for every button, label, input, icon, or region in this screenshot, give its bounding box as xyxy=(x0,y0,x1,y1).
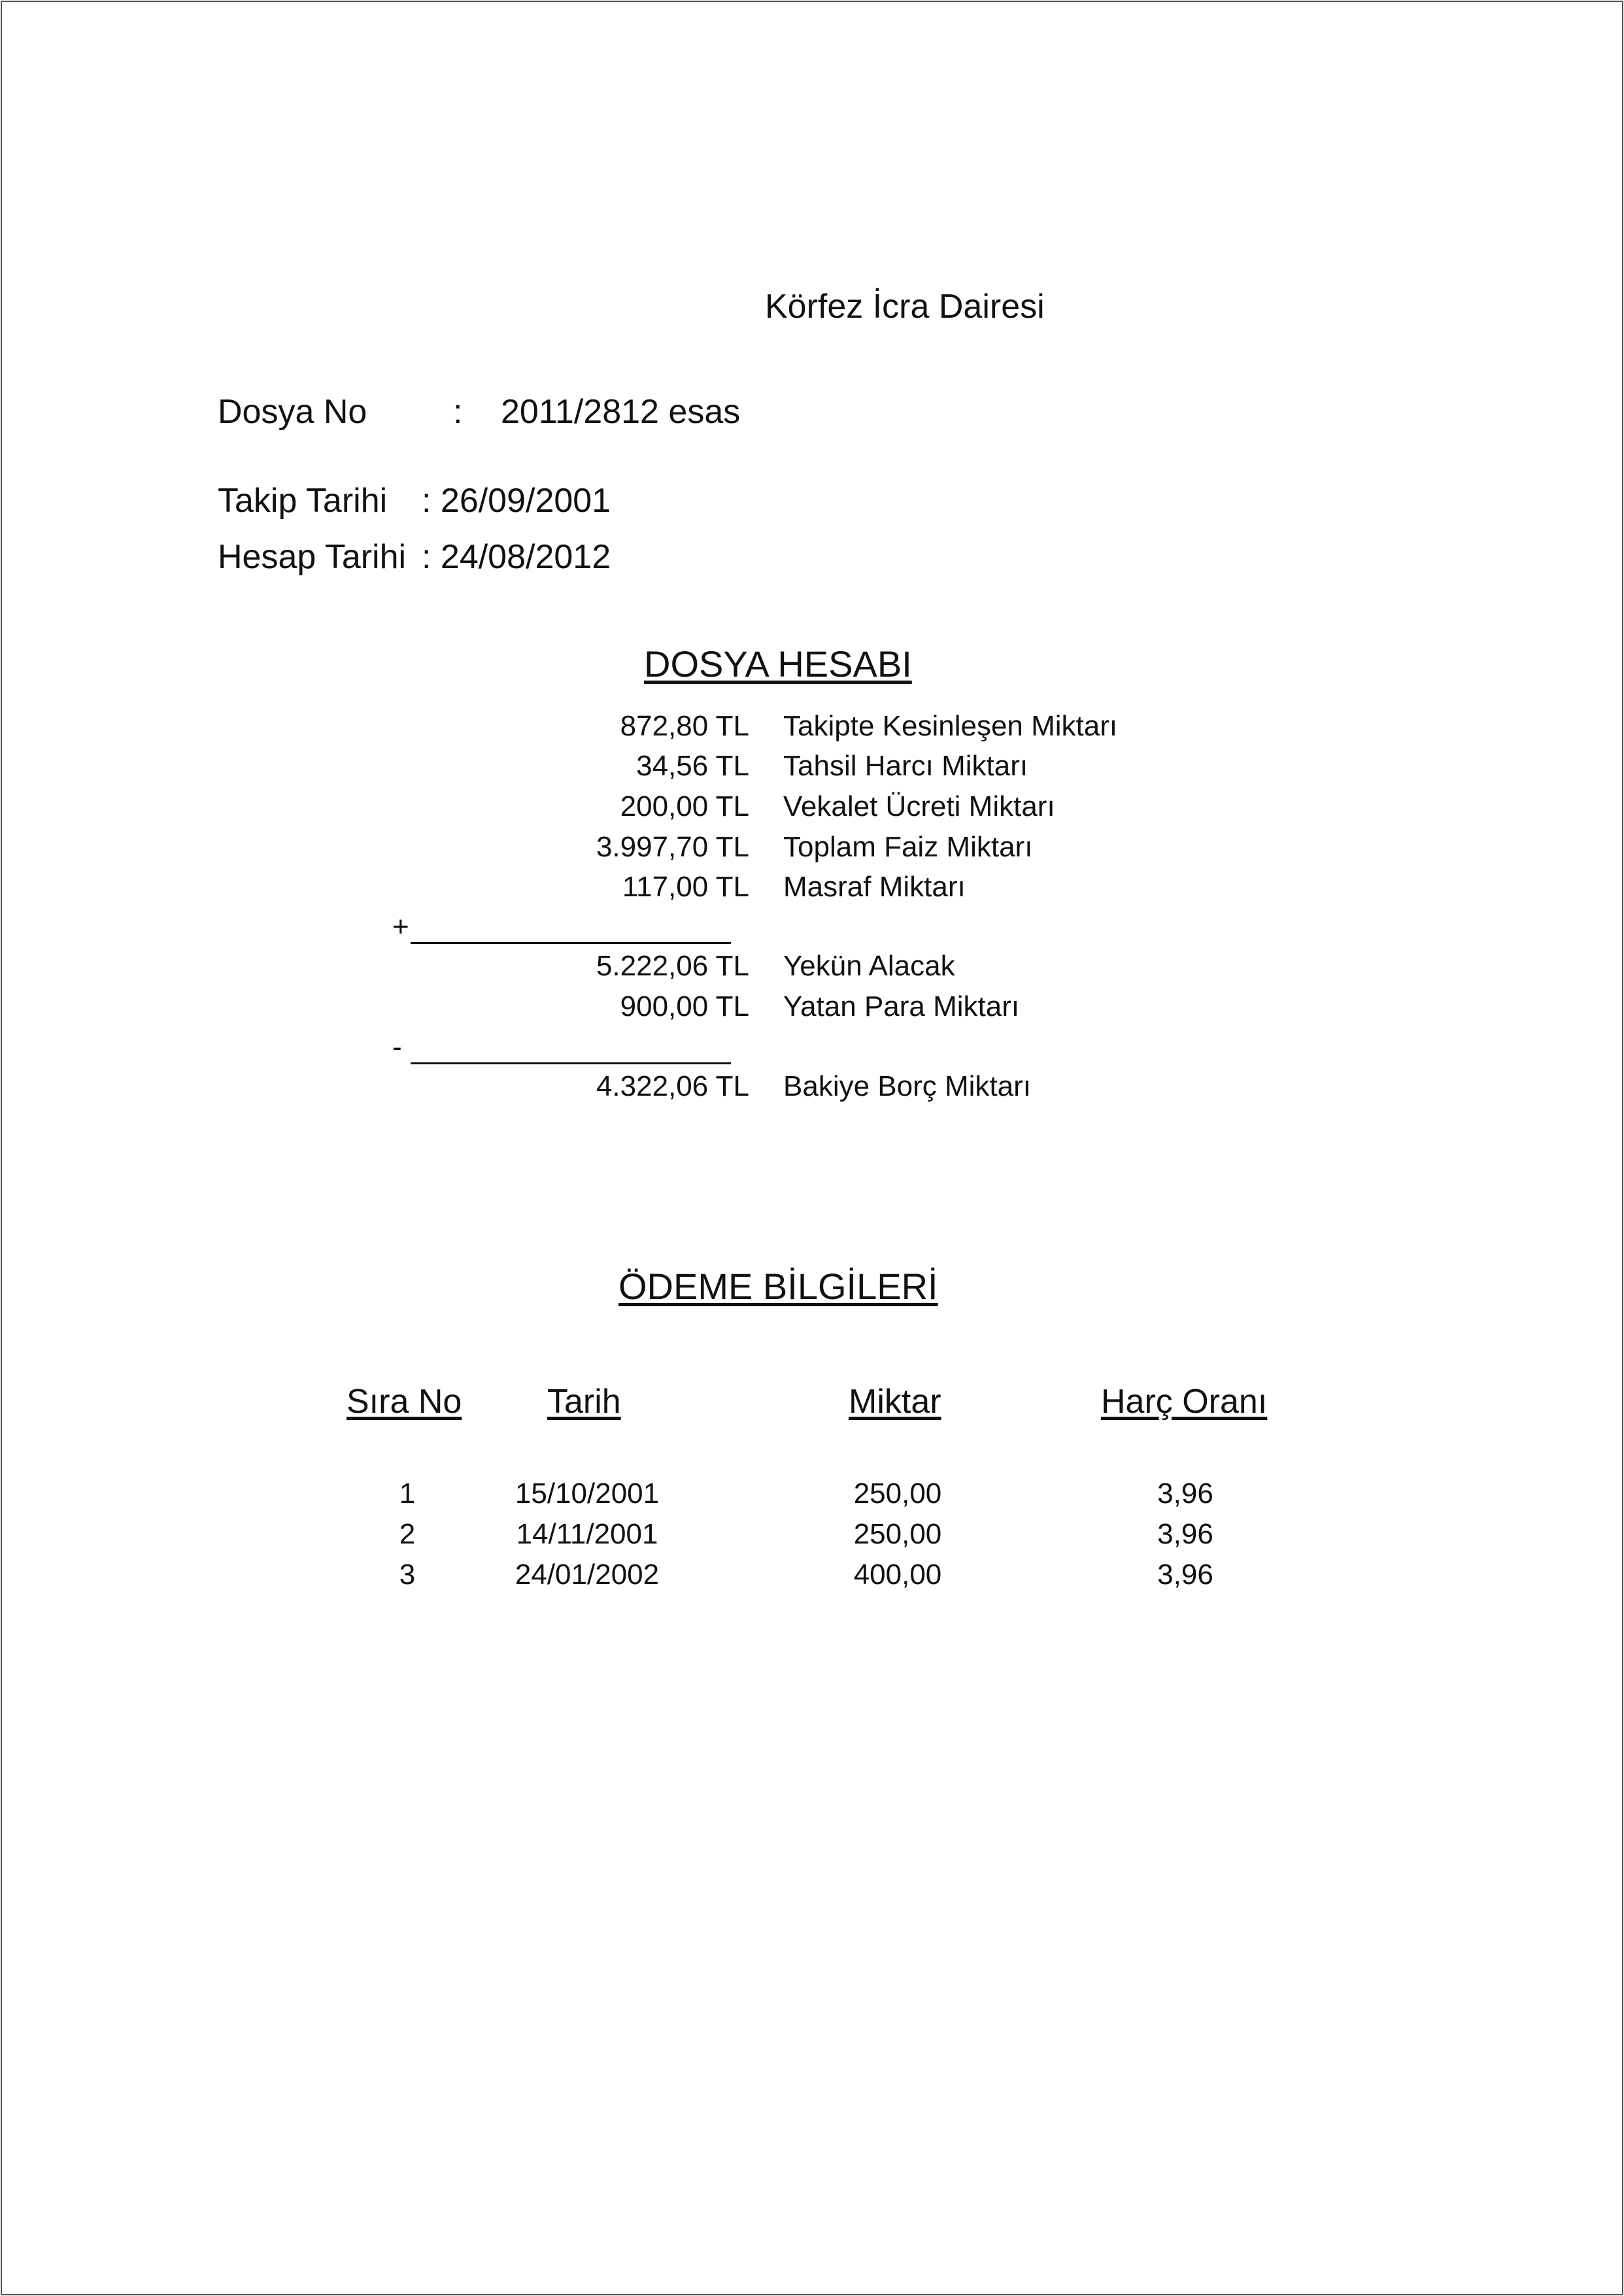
table-cell-order: 2 xyxy=(399,1518,416,1550)
office-title: Körfez İcra Dairesi xyxy=(765,288,1045,326)
table-cell-fee-rate: 3,96 xyxy=(1157,1518,1213,1550)
account-line-amount: 34,56 TL xyxy=(636,750,749,782)
balance-amount: 4.322,06 TL xyxy=(596,1070,749,1102)
account-line-label: Masraf Miktarı xyxy=(783,871,966,903)
table-cell-order: 1 xyxy=(399,1477,416,1510)
file-no-value: 2011/2812 esas xyxy=(501,393,741,431)
account-line-amount: 3.997,70 TL xyxy=(596,831,749,863)
paid-amount: 900,00 TL xyxy=(620,990,749,1022)
table-cell-amount: 250,00 xyxy=(853,1477,942,1510)
follow-date-value: : 26/09/2001 xyxy=(422,482,611,520)
column-header-fee-rate: Harç Oranı xyxy=(1101,1383,1268,1421)
balance-label: Bakiye Borç Miktarı xyxy=(783,1070,1031,1102)
table-cell-date: 15/10/2001 xyxy=(515,1477,660,1510)
calc-date-value: : 24/08/2012 xyxy=(422,538,611,576)
column-header-date: Tarih xyxy=(547,1383,621,1421)
column-header-amount: Miktar xyxy=(849,1383,941,1421)
table-cell-amount: 250,00 xyxy=(853,1518,942,1550)
payments-title: ÖDEME BİLGİLERİ xyxy=(618,1266,938,1307)
table-cell-date: 14/11/2001 xyxy=(516,1518,658,1550)
table-cell-fee-rate: 3,96 xyxy=(1157,1559,1213,1591)
account-line-amount: 117,00 TL xyxy=(622,871,749,903)
total-label: Yekün Alacak xyxy=(783,950,955,982)
file-no-label: Dosya No xyxy=(218,393,367,431)
account-line-label: Vekalet Ücreti Miktarı xyxy=(783,790,1055,822)
paid-label: Yatan Para Miktarı xyxy=(783,990,1020,1022)
table-cell-fee-rate: 3,96 xyxy=(1157,1477,1213,1510)
minus-sign: - xyxy=(392,1031,402,1063)
calc-date-label: Hesap Tarihi xyxy=(218,538,407,576)
table-cell-amount: 400,00 xyxy=(853,1559,942,1591)
table-cell-date: 24/01/2002 xyxy=(515,1559,660,1591)
sum-rule xyxy=(411,942,731,944)
file-no-separator: : xyxy=(453,393,463,431)
account-line-amount: 872,80 TL xyxy=(620,710,749,742)
account-line-label: Takipte Kesinleşen Miktarı xyxy=(783,710,1118,742)
account-line-label: Toplam Faiz Miktarı xyxy=(783,831,1033,863)
account-line-label: Tahsil Harcı Miktarı xyxy=(783,750,1028,782)
column-header-order: Sıra No xyxy=(347,1383,462,1421)
account-line-amount: 200,00 TL xyxy=(620,790,749,822)
table-cell-order: 3 xyxy=(399,1559,416,1591)
plus-sign: + xyxy=(392,911,409,943)
follow-date-label: Takip Tarihi xyxy=(218,482,388,520)
total-amount: 5.222,06 TL xyxy=(596,950,749,982)
account-title: DOSYA HESABI xyxy=(644,643,912,684)
difference-rule xyxy=(411,1062,731,1064)
document-page xyxy=(1,1,1623,2295)
